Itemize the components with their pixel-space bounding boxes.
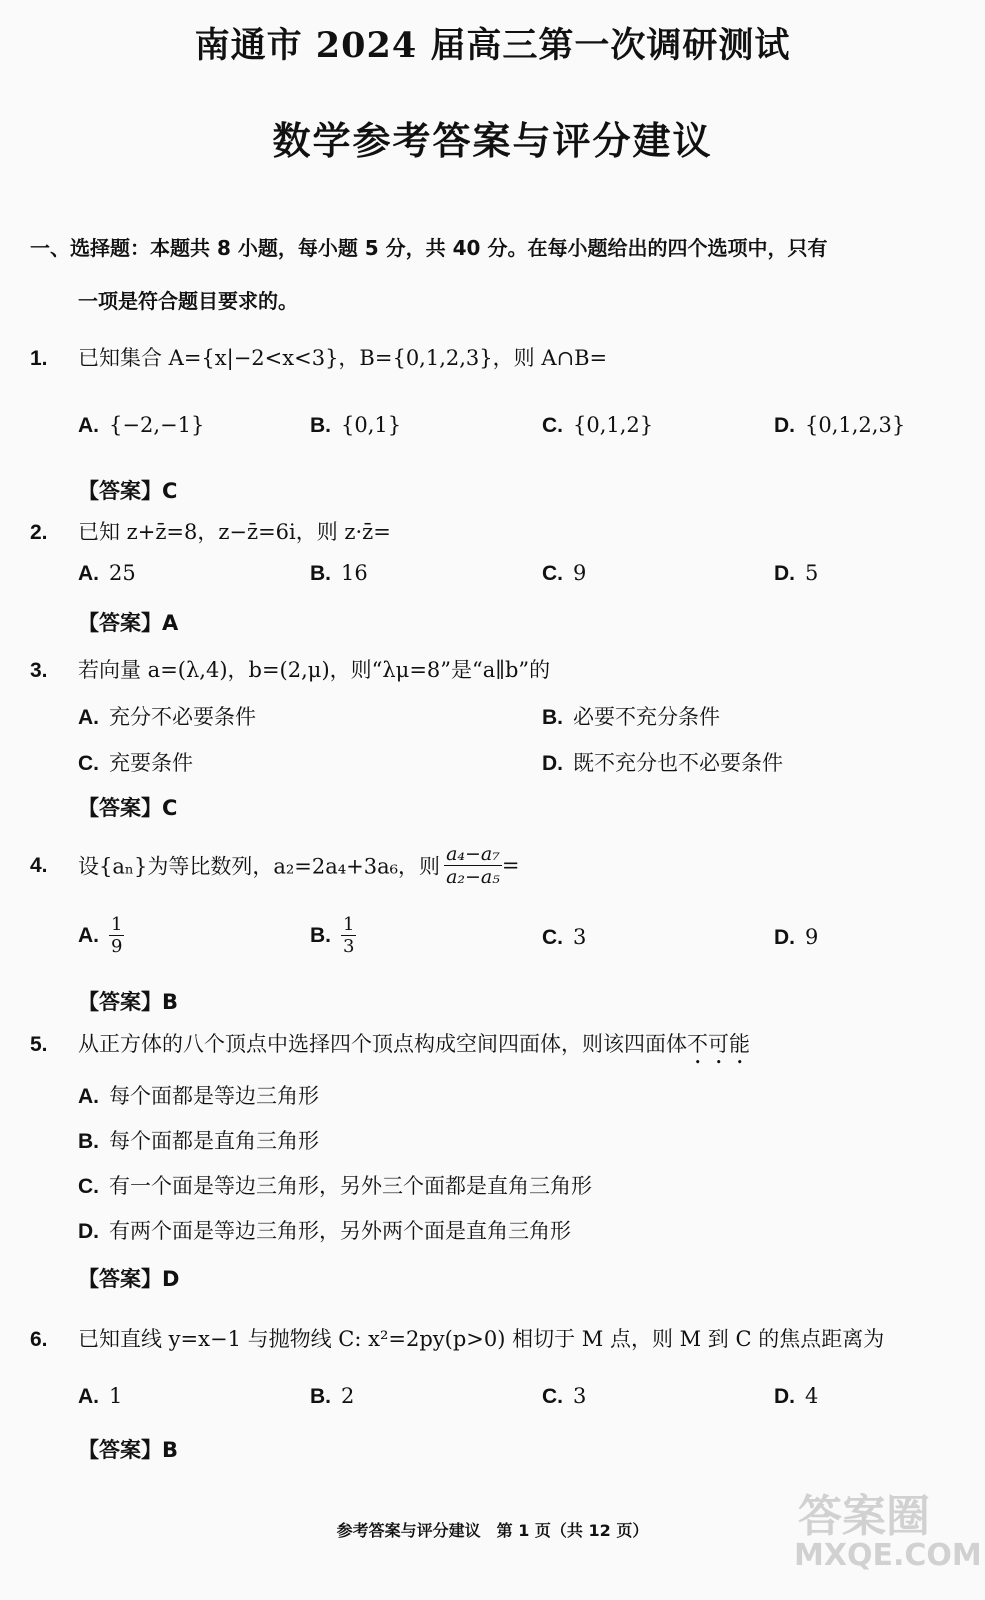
question-stem: 已知直线 y=x−1 与抛物线 C: x²=2py(p>0) 相切于 M 点，则 M 到 C 的焦点距离为 [78,1327,885,1351]
question-stem: 若向量 a=(λ,4)，b=(2,μ)，则“λμ=8”是“a∥b”的 [78,658,551,682]
section-heading-line2: 一项是符合题目要求的。 [78,289,298,313]
question-number: 4. [30,853,48,877]
q5-option-c: C. 有一个面是等边三角形，另外三个面都是直角三角形 [78,1174,592,1198]
q5-answer: 【答案】D [78,1267,180,1291]
q2-option-d: D. 5 [774,561,819,585]
question-1 [30,342,607,372]
q4-option-c: C. 3 [542,925,587,949]
q5-option-a: A. 每个面都是等边三角形 [78,1084,319,1108]
q6-option-a: A. 1 [78,1384,123,1408]
q4-option-a: A. $\frac{1}{9}$ [78,914,123,957]
question-number: 2. [30,521,48,544]
question-2 [30,516,391,546]
q6-option-c: C. 3 [542,1384,587,1408]
q2-option-b: B. 16 [310,561,368,585]
page-subtitle: 数学参考答案与评分建议 [272,118,713,163]
q4-option-b: B. $\frac{1}{3}$ [310,914,355,957]
q1-option-a: A. {−2,−1} [78,413,205,437]
question-3 [30,654,550,684]
question-stem: 已知 z+z̄=8，z−z̄=6i，则 z·z̄= [78,520,391,544]
question-number: 1. [30,347,48,370]
page-footer: 参考答案与评分建议 第 1 页（共 12 页） [336,1521,649,1540]
section-heading-line1: 一、选择题：本题共 8 小题，每小题 5 分，共 40 分。在每小题给出的四个选项中，只有 [30,236,828,260]
q5-option-b: B. 每个面都是直角三角形 [78,1129,319,1153]
q2-option-c: C. 9 [542,561,587,585]
page-title: 南通市 2024 届高三第一次调研测试 [194,25,791,66]
question-stem: 已知集合 A={x|−2<x<3}，B={0,1,2,3}，则 A∩B= [78,346,608,370]
q3-option-c: C. 充要条件 [78,751,193,775]
q4-option-d: D. 9 [774,925,819,949]
question-number: 5. [30,1033,48,1056]
question-stem: 设{aₙ}为等比数列，a₂=2a₄+3a₆，则 [78,854,441,879]
watermark-logo: 答案圈 MXQE.COM [794,1491,982,1573]
emphasized-text: 不可能 [687,1032,750,1056]
q1-answer: 【答案】C [78,479,178,503]
q5-option-d: D. 有两个面是等边三角形，另外两个面是直角三角形 [78,1219,571,1243]
question-number: 6. [30,1328,48,1351]
q3-option-d: D. 既不充分也不必要条件 [542,751,783,775]
q4-answer: 【答案】B [78,990,179,1014]
q2-option-a: A. 25 [78,561,136,585]
q3-option-a: A. 充分不必要条件 [78,705,256,729]
q1-option-b: B. {0,1} [310,413,402,437]
question-5 [30,1028,750,1069]
q3-answer: 【答案】C [78,796,178,820]
q6-option-d: D. 4 [774,1384,819,1408]
question-stem: 从正方体的八个顶点中选择四个顶点构成空间四面体，则该四面体 [78,1032,687,1056]
q1-option-d: D. {0,1,2,3} [774,413,906,437]
question-number: 3. [30,659,48,682]
q1-option-c: C. {0,1,2} [542,413,654,437]
question-6 [30,1323,884,1353]
q3-option-b: B. 必要不充分条件 [542,705,720,729]
q2-answer: 【答案】A [78,611,179,635]
q6-answer: 【答案】B [78,1438,179,1462]
question-4: 4. 设{aₙ}为等比数列，a₂=2a₄+3a₆，则 $\frac{\text{a₄−a₇}}{\text{a₂−a₅}}$ = [30,843,520,888]
stem-fraction: $\frac{\text{a₄−a₇}}{\text{a₂−a₅}}$ [446,843,500,888]
q6-option-b: B. 2 [310,1384,355,1408]
